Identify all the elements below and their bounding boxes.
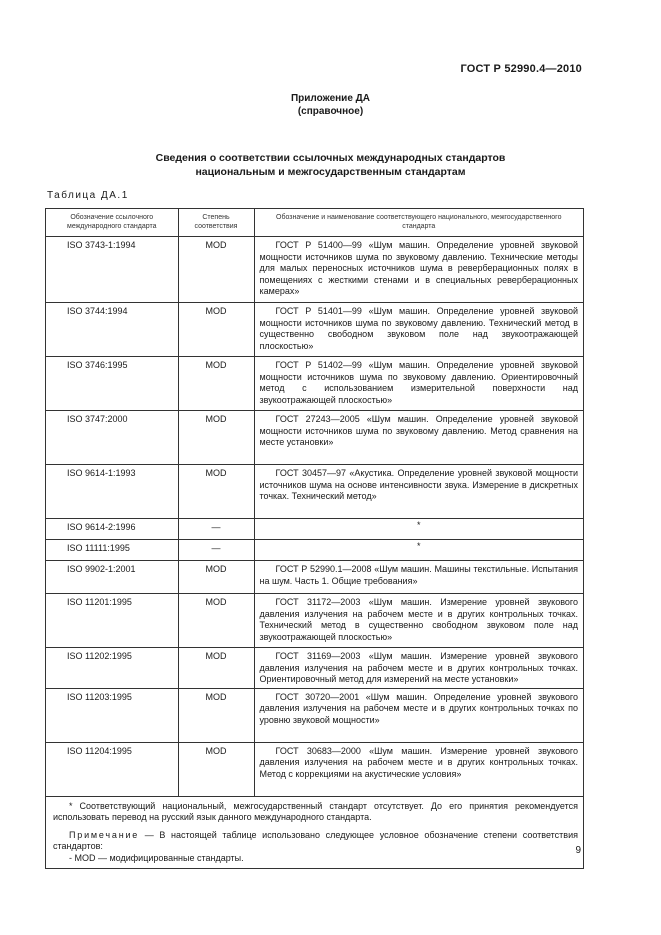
table-row xyxy=(46,357,583,411)
correspondence-degree: — xyxy=(178,540,254,561)
intl-standard-code: ISO 9614-2:1996 xyxy=(46,519,178,540)
intl-standard-code: ISO 3744:1994 xyxy=(46,303,178,357)
note-item: - MOD — модифицированные стандарты. xyxy=(69,852,244,863)
national-standard-desc: ГОСТ Р 51401—99 «Шум машин. Определение уровней звуковой мощности источников шума по звуковому давлению. Технический метод в существенно свободном звуковом поле над звукоотражающей плоскостью» xyxy=(254,303,583,357)
table-notes xyxy=(46,797,583,869)
correspondence-degree: MOD xyxy=(178,594,254,648)
column-header-intl: Обозначение ссылочного международного стандарта xyxy=(46,209,178,237)
appendix-heading xyxy=(0,92,661,118)
national-standard-desc: ГОСТ 27243—2005 «Шум машин. Определение уровней звуковой мощности источников шума по звуковому давлению. Метод сравнения на месте установки» xyxy=(254,411,583,465)
intl-standard-code: ISO 11204:1995 xyxy=(46,742,178,796)
correspondence-degree: MOD xyxy=(178,411,254,465)
table-row xyxy=(46,465,583,519)
intl-standard-code: ISO 3747:2000 xyxy=(46,411,178,465)
table-row xyxy=(46,237,583,303)
footnote-marker: * xyxy=(254,540,583,561)
intl-standard-code: ISO 9614-1:1993 xyxy=(46,465,178,519)
intl-standard-code: ISO 11201:1995 xyxy=(46,594,178,648)
intl-standard-code: ISO 11111:1995 xyxy=(46,540,178,561)
correspondence-degree: MOD xyxy=(178,237,254,303)
footnote-marker: * xyxy=(254,519,583,540)
correspondence-degree: MOD xyxy=(178,648,254,689)
appendix-title: Приложение ДА xyxy=(290,93,371,104)
correspondence-degree: MOD xyxy=(178,303,254,357)
national-standard-desc: ГОСТ 30720—2001 «Шум машин. Определение уровней звукового давления излучения на рабочем месте и в других контрольных точках по уровню звуковой мощности» xyxy=(254,688,583,742)
standards-table xyxy=(45,208,584,869)
table-row xyxy=(46,540,583,561)
table-row xyxy=(46,688,583,742)
correspondence-degree: MOD xyxy=(178,561,254,594)
national-standard-desc: ГОСТ 30457—97 «Акустика. Определение уровней звуковой мощности источников шума на основе интенсивности звука. Измерение в дискретных точках. Технический метод» xyxy=(254,465,583,519)
correspondence-degree: MOD xyxy=(178,688,254,742)
national-standard-desc: ГОСТ Р 51400—99 «Шум машин. Определение уровней звуковой мощности источников шума по звуковому давлению. Технические методы для малых переносных источников шума в реверберационных полях в помещениях с жесткими стенами и в специальных реверберационных камерах» xyxy=(254,237,583,303)
national-standard-desc: ГОСТ Р 52990.1—2008 «Шум машин. Машины текстильные. Испытания на шум. Часть 1. Общие требования» xyxy=(254,561,583,594)
correspondence-degree: MOD xyxy=(178,465,254,519)
table-header-row xyxy=(46,209,583,237)
correspondence-degree: MOD xyxy=(178,742,254,796)
national-standard-desc: ГОСТ 31169—2003 «Шум машин. Измерение уровней звукового давления излучения на рабочем месте и в других контрольных точках. Ориентировочный метод для измерений на месте установки» xyxy=(254,648,583,689)
table-row xyxy=(46,648,583,689)
national-standard-desc: ГОСТ Р 51402—99 «Шум машин. Определение уровней звуковой мощности источников шума по звуковому давлению. Ориентировочный метод с использованием измерительной поверхности над звукоотражающей плоскостью» xyxy=(254,357,583,411)
intl-standard-code: ISO 11202:1995 xyxy=(46,648,178,689)
document-code: ГОСТ Р 52990.4—2010 xyxy=(460,63,582,75)
note: Примечание — В настоящей таблице использовано следующее условное обозначение степени соответствия стандартов: xyxy=(53,829,578,851)
title-line-1: Сведения о соответствии ссылочных международных стандартов xyxy=(155,152,506,164)
table-row xyxy=(46,594,583,648)
intl-standard-code: ISO 9902-1:2001 xyxy=(46,561,178,594)
appendix-subtitle: (справочное) xyxy=(297,106,364,117)
intl-standard-code: ISO 3743-1:1994 xyxy=(46,237,178,303)
table-row xyxy=(46,519,583,540)
table-row xyxy=(46,742,583,796)
table-row xyxy=(46,303,583,357)
footnote: * Соответствующий национальный, межгосударственный стандарт отсутствует. До его принятия рекомендуется использовать перевод на русский язык данного международного стандарта. xyxy=(53,800,578,822)
table-row xyxy=(46,411,583,465)
table-caption: Таблица ДА.1 xyxy=(47,190,129,201)
correspondence-degree: MOD xyxy=(178,357,254,411)
column-header-degree: Степень соответствия xyxy=(178,209,254,237)
title-line-2: национальным и межгосударственным стандартам xyxy=(195,166,466,178)
page-number: 9 xyxy=(575,845,581,856)
correspondence-degree: — xyxy=(178,519,254,540)
intl-standard-code: ISO 3746:1995 xyxy=(46,357,178,411)
page-title xyxy=(60,151,601,179)
national-standard-desc: ГОСТ 31172—2003 «Шум машин. Измерение уровней звукового давления излучения на рабочем месте и в других контрольных точках. Технический метод в существенно свободном звуковом поле над звукоотражающей плоскостью» xyxy=(254,594,583,648)
table-row xyxy=(46,561,583,594)
national-standard-desc: ГОСТ 30683—2000 «Шум машин. Измерение уровней звукового давления излучения на рабочем месте и в других контрольных точках. Метод с коррекциями на акустические условия» xyxy=(254,742,583,796)
intl-standard-code: ISO 11203:1995 xyxy=(46,688,178,742)
column-header-national: Обозначение и наименование соответствующего национального, межгосударственного стандарта xyxy=(254,209,583,237)
